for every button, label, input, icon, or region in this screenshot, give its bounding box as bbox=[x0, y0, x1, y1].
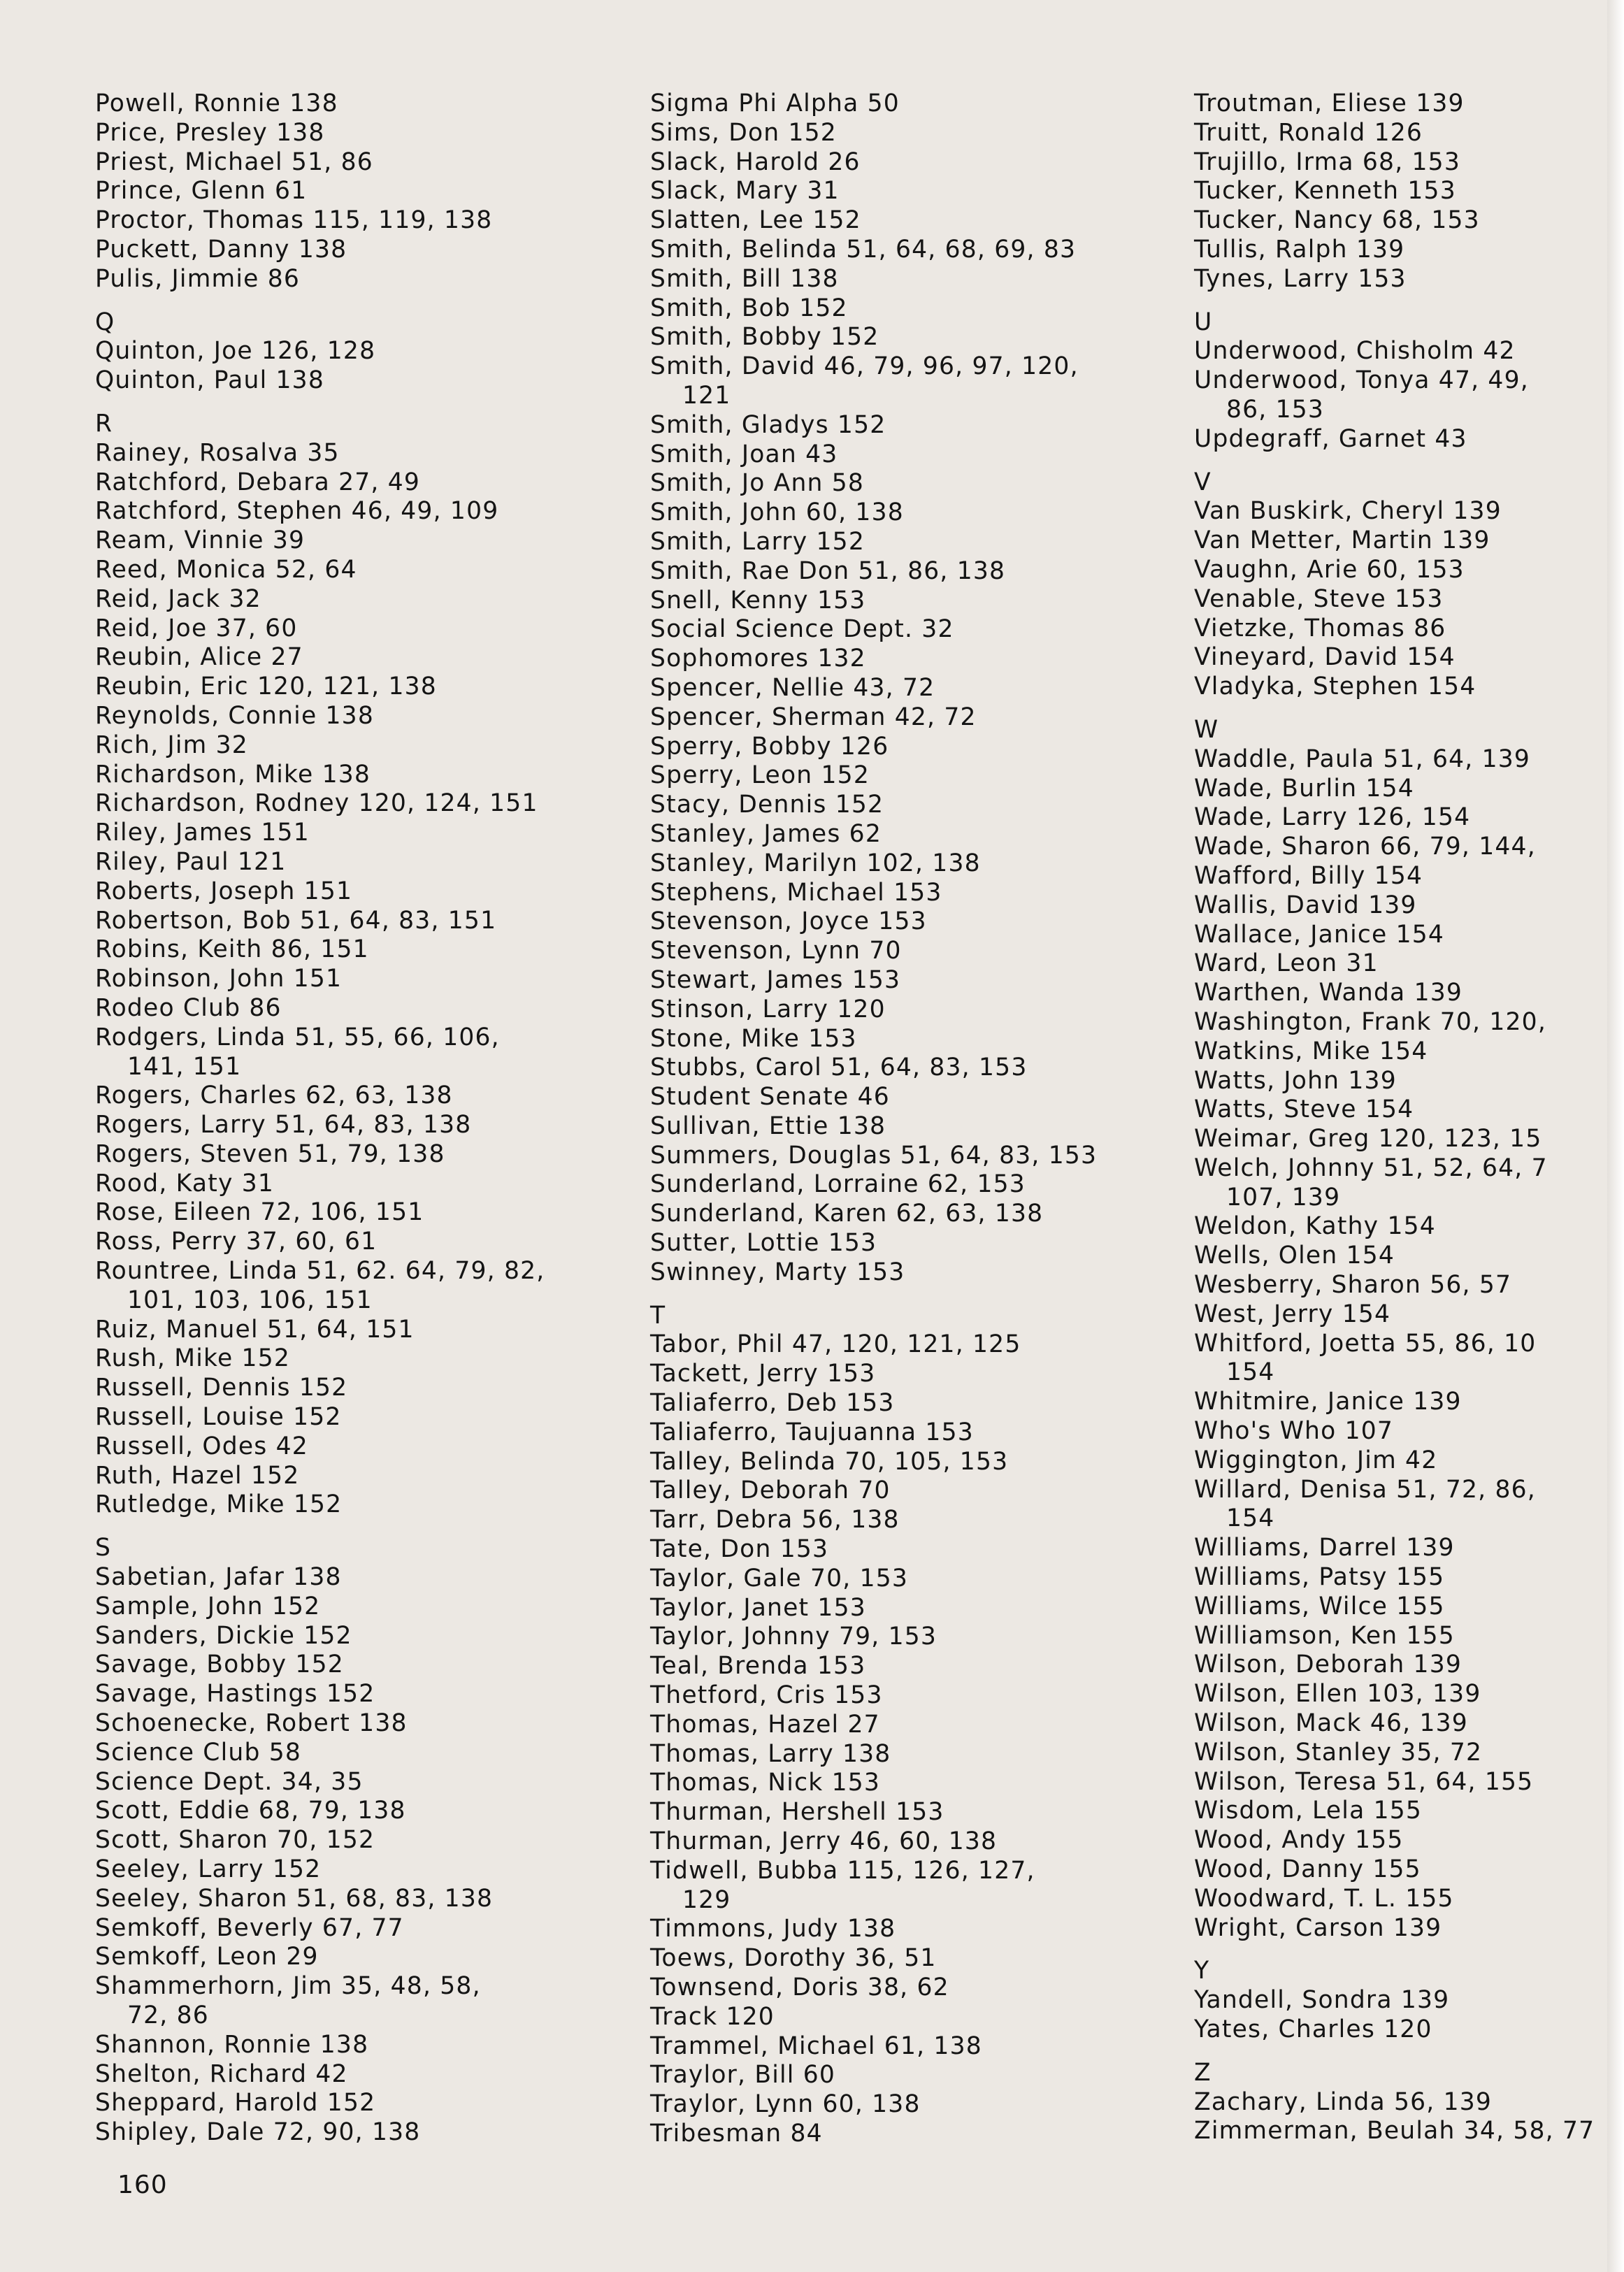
index-entry: Ratchford, Debara 27, 49 bbox=[95, 468, 421, 496]
index-entry: Sanders, Dickie 152 bbox=[95, 1621, 352, 1650]
index-entry: Smith, Bob 152 bbox=[650, 294, 848, 322]
index-entry: Quinton, Paul 138 bbox=[95, 366, 324, 395]
index-column-1 bbox=[95, 89, 626, 2148]
index-entry-continuation: 141, 151 bbox=[127, 1052, 242, 1081]
index-entry: Rogers, Steven 51, 79, 138 bbox=[95, 1139, 445, 1168]
index-entry: Thurman, Hershell 153 bbox=[650, 1798, 944, 1827]
index-entry: Slack, Mary 31 bbox=[650, 177, 840, 206]
index-entry: Savage, Hastings 152 bbox=[95, 1680, 375, 1709]
index-entry: Rush, Mike 152 bbox=[95, 1344, 291, 1373]
index-entry: Swinney, Marty 153 bbox=[650, 1258, 905, 1286]
section-letter: T bbox=[650, 1301, 666, 1330]
index-entry: Smith, Bill 138 bbox=[650, 264, 839, 293]
index-entry: Taylor, Gale 70, 153 bbox=[650, 1564, 909, 1592]
index-entry: Van Buskirk, Cheryl 139 bbox=[1194, 497, 1502, 526]
index-entry: Smith, Rae Don 51, 86, 138 bbox=[650, 556, 1006, 585]
index-entry: Sperry, Leon 152 bbox=[650, 761, 870, 790]
page-edge bbox=[1607, 0, 1624, 2272]
index-entry: Sutter, Lottie 153 bbox=[650, 1229, 877, 1258]
index-entry: Reubin, Eric 120, 121, 138 bbox=[95, 673, 437, 701]
index-entry: Tarr, Debra 56, 138 bbox=[650, 1506, 900, 1534]
index-entry: Vladyka, Stephen 154 bbox=[1194, 673, 1476, 701]
index-entry: Sheppard, Harold 152 bbox=[95, 2089, 376, 2118]
index-entry-continuation: 101, 103, 106, 151 bbox=[127, 1286, 373, 1314]
index-entry: Wells, Olen 154 bbox=[1194, 1242, 1395, 1270]
index-entry: Yates, Charles 120 bbox=[1194, 2015, 1432, 2043]
index-entry: Smith, Jo Ann 58 bbox=[650, 469, 865, 498]
index-entry: Washington, Frank 70, 120, bbox=[1194, 1007, 1546, 1036]
index-entry: Priest, Michael 51, 86 bbox=[95, 148, 373, 176]
index-entry: Yandell, Sondra 139 bbox=[1194, 1986, 1450, 2015]
index-entry-continuation: 154 bbox=[1226, 1358, 1275, 1387]
index-entry: Robinson, John 151 bbox=[95, 965, 343, 993]
index-entry: Truitt, Ronald 126 bbox=[1194, 118, 1423, 147]
index-entry: Wiggington, Jim 42 bbox=[1194, 1446, 1438, 1474]
index-entry: Taliaferro, Deb 153 bbox=[650, 1389, 895, 1418]
section-letter: U bbox=[1194, 308, 1213, 336]
index-entry: West, Jerry 154 bbox=[1194, 1300, 1391, 1328]
index-entry: Rogers, Larry 51, 64, 83, 138 bbox=[95, 1111, 472, 1139]
index-entry: Rood, Katy 31 bbox=[95, 1169, 275, 1198]
index-entry: Taylor, Janet 153 bbox=[650, 1593, 866, 1622]
index-entry: Teal, Brenda 153 bbox=[650, 1652, 866, 1681]
index-entry: Ruiz, Manuel 51, 64, 151 bbox=[95, 1315, 415, 1344]
index-entry: Robins, Keith 86, 151 bbox=[95, 935, 369, 964]
index-entry: Watts, Steve 154 bbox=[1194, 1095, 1414, 1124]
index-entry: Tynes, Larry 153 bbox=[1194, 264, 1407, 293]
index-entry: Rutledge, Mike 152 bbox=[95, 1490, 343, 1519]
index-entry: Tackett, Jerry 153 bbox=[650, 1360, 876, 1388]
index-entry: Wood, Andy 155 bbox=[1194, 1826, 1404, 1855]
index-entry: Student Senate 46 bbox=[650, 1083, 890, 1112]
index-entry: Woodward, T. L. 155 bbox=[1194, 1884, 1454, 1913]
index-entry: Sims, Don 152 bbox=[650, 118, 837, 147]
index-entry: Stevenson, Joyce 153 bbox=[650, 907, 927, 936]
index-entry-continuation: 72, 86 bbox=[127, 2001, 209, 2029]
index-entry: Timmons, Judy 138 bbox=[650, 1915, 896, 1943]
index-entry: Seeley, Larry 152 bbox=[95, 1855, 322, 1884]
index-entry: Van Metter, Martin 139 bbox=[1194, 526, 1490, 555]
index-entry: Smith, David 46, 79, 96, 97, 120, bbox=[650, 352, 1079, 381]
index-entry: Ratchford, Stephen 46, 49, 109 bbox=[95, 497, 499, 526]
index-entry: Trammel, Michael 61, 138 bbox=[650, 2032, 982, 2060]
index-entry: Snell, Kenny 153 bbox=[650, 586, 866, 614]
index-entry: Rose, Eileen 72, 106, 151 bbox=[95, 1198, 424, 1227]
index-entry: Thomas, Nick 153 bbox=[650, 1769, 881, 1797]
index-entry: Wade, Sharon 66, 79, 144, bbox=[1194, 833, 1536, 861]
section-letter: Q bbox=[95, 308, 115, 336]
index-entry: Stacy, Dennis 152 bbox=[650, 791, 884, 819]
index-entry: Reed, Monica 52, 64 bbox=[95, 555, 357, 584]
index-entry: Slatten, Lee 152 bbox=[650, 206, 861, 235]
index-entry: Traylor, Bill 60 bbox=[650, 2061, 836, 2090]
index-entry: Russell, Odes 42 bbox=[95, 1432, 308, 1460]
index-entry: Sigma Phi Alpha 50 bbox=[650, 89, 900, 117]
index-entry: Wallis, David 139 bbox=[1194, 891, 1417, 919]
index-entry: Smith, John 60, 138 bbox=[650, 498, 904, 527]
index-entry: Smith, Larry 152 bbox=[650, 527, 865, 556]
index-entry: Wood, Danny 155 bbox=[1194, 1855, 1421, 1884]
index-entry: Rodgers, Linda 51, 55, 66, 106, bbox=[95, 1023, 500, 1051]
index-entry: Russell, Louise 152 bbox=[95, 1403, 342, 1432]
index-entry: Scott, Sharon 70, 152 bbox=[95, 1826, 375, 1855]
index-entry: Warthen, Wanda 139 bbox=[1194, 979, 1463, 1007]
index-entry: Talley, Deborah 70 bbox=[650, 1476, 891, 1505]
index-entry: Troutman, Eliese 139 bbox=[1194, 89, 1465, 117]
index-entry: Summers, Douglas 51, 64, 83, 153 bbox=[650, 1141, 1098, 1170]
index-entry: Proctor, Thomas 115, 119, 138 bbox=[95, 206, 493, 235]
index-entry: Ream, Vinnie 39 bbox=[95, 526, 306, 555]
index-entry: Shelton, Richard 42 bbox=[95, 2059, 348, 2088]
index-entry: Wesberry, Sharon 56, 57 bbox=[1194, 1271, 1512, 1300]
index-entry: Riley, James 151 bbox=[95, 819, 310, 847]
index-entry: Prince, Glenn 61 bbox=[95, 177, 308, 206]
index-entry-continuation: 129 bbox=[682, 1885, 731, 1914]
index-entry: Wilson, Ellen 103, 139 bbox=[1194, 1680, 1481, 1709]
index-entry: Updegraff, Garnet 43 bbox=[1194, 424, 1467, 453]
index-entry: Reid, Joe 37, 60 bbox=[95, 614, 298, 642]
index-entry: Reubin, Alice 27 bbox=[95, 643, 303, 672]
index-entry: Shipley, Dale 72, 90, 138 bbox=[95, 2118, 421, 2147]
index-entry: Wafford, Billy 154 bbox=[1194, 861, 1423, 890]
index-entry: Thetford, Cris 153 bbox=[650, 1681, 883, 1710]
index-entry: Ross, Perry 37, 60, 61 bbox=[95, 1228, 378, 1256]
index-entry: Ward, Leon 31 bbox=[1194, 949, 1379, 978]
index-entry-continuation: 154 bbox=[1226, 1504, 1275, 1533]
index-entry: Williams, Patsy 155 bbox=[1194, 1563, 1445, 1592]
index-entry: Wilson, Stanley 35, 72 bbox=[1194, 1738, 1483, 1767]
index-entry: Shannon, Ronnie 138 bbox=[95, 2030, 369, 2059]
index-entry: Thomas, Hazel 27 bbox=[650, 1710, 880, 1739]
index-entry: Riley, Paul 121 bbox=[95, 847, 287, 876]
index-entry: Slack, Harold 26 bbox=[650, 148, 861, 176]
index-entry: Puckett, Danny 138 bbox=[95, 235, 347, 264]
index-entry: Rountree, Linda 51, 62. 64, 79, 82, bbox=[95, 1257, 545, 1286]
index-entry: Track 120 bbox=[650, 2002, 775, 2031]
index-entry: Watts, John 139 bbox=[1194, 1066, 1397, 1095]
index-entry: Sunderland, Lorraine 62, 153 bbox=[650, 1170, 1026, 1199]
index-entry: Stewart, James 153 bbox=[650, 965, 901, 994]
index-entry-continuation: 121 bbox=[682, 381, 731, 410]
section-letter: R bbox=[95, 409, 113, 438]
index-entry: Powell, Ronnie 138 bbox=[95, 89, 338, 117]
index-entry: Tidwell, Bubba 115, 126, 127, bbox=[650, 1856, 1035, 1885]
index-entry: Social Science Dept. 32 bbox=[650, 615, 954, 644]
index-entry: Reynolds, Connie 138 bbox=[95, 701, 374, 730]
index-entry: Richardson, Mike 138 bbox=[95, 760, 371, 789]
index-entry: Price, Presley 138 bbox=[95, 118, 325, 147]
index-entry: Smith, Joan 43 bbox=[650, 440, 838, 468]
index-entry: Taliaferro, Taujuanna 153 bbox=[650, 1418, 974, 1446]
index-entry: Townsend, Doris 38, 62 bbox=[650, 1973, 949, 2001]
index-entry: Stubbs, Carol 51, 64, 83, 153 bbox=[650, 1054, 1028, 1082]
index-entry: Underwood, Tonya 47, 49, bbox=[1194, 366, 1529, 395]
index-entry: Underwood, Chisholm 42 bbox=[1194, 337, 1516, 366]
index-entry: Vietzke, Thomas 86 bbox=[1194, 614, 1446, 642]
index-entry: Thurman, Jerry 46, 60, 138 bbox=[650, 1827, 998, 1856]
index-entry: Trujillo, Irma 68, 153 bbox=[1194, 148, 1460, 176]
index-entry: Stanley, Marilyn 102, 138 bbox=[650, 849, 981, 877]
index-entry: Traylor, Lynn 60, 138 bbox=[650, 2090, 921, 2119]
index-entry: Shammerhorn, Jim 35, 48, 58, bbox=[95, 1972, 481, 2001]
index-entry: Venable, Steve 153 bbox=[1194, 584, 1444, 613]
index-entry: Semkoff, Beverly 67, 77 bbox=[95, 1913, 404, 1942]
index-entry: Wilson, Teresa 51, 64, 155 bbox=[1194, 1767, 1534, 1796]
index-entry: Vaughn, Arie 60, 153 bbox=[1194, 555, 1465, 584]
index-entry: Weldon, Kathy 154 bbox=[1194, 1212, 1436, 1241]
index-entry: Tucker, Kenneth 153 bbox=[1194, 177, 1456, 206]
index-entry: Welch, Johnny 51, 52, 64, 7 bbox=[1194, 1153, 1548, 1182]
index-entry: Schoenecke, Robert 138 bbox=[95, 1709, 408, 1738]
index-entry: Tabor, Phil 47, 120, 121, 125 bbox=[650, 1330, 1021, 1359]
index-entry: Whitmire, Janice 139 bbox=[1194, 1388, 1462, 1416]
index-entry: Roberts, Joseph 151 bbox=[95, 877, 353, 905]
index-entry-continuation: 86, 153 bbox=[1226, 395, 1325, 424]
index-entry: Quinton, Joe 126, 128 bbox=[95, 337, 376, 366]
index-entry: Rainey, Rosalva 35 bbox=[95, 438, 340, 467]
index-entry: Sample, John 152 bbox=[95, 1592, 321, 1620]
index-entry: Vineyard, David 154 bbox=[1194, 643, 1456, 672]
index-entry: Who's Who 107 bbox=[1194, 1417, 1394, 1446]
index-column-2 bbox=[650, 89, 1154, 2149]
index-entry: Stone, Mike 153 bbox=[650, 1024, 857, 1053]
index-entry: Stanley, James 62 bbox=[650, 819, 882, 848]
index-entry: Stevenson, Lynn 70 bbox=[650, 937, 902, 965]
index-entry: Sabetian, Jafar 138 bbox=[95, 1563, 342, 1592]
index-entry: Williamson, Ken 155 bbox=[1194, 1621, 1455, 1650]
index-entry: Sophomores 132 bbox=[650, 645, 866, 673]
index-entry: Wade, Larry 126, 154 bbox=[1194, 803, 1471, 832]
section-letter: W bbox=[1194, 715, 1219, 744]
index-entry: Smith, Gladys 152 bbox=[650, 410, 886, 439]
index-entry: Smith, Belinda 51, 64, 68, 69, 83 bbox=[650, 235, 1077, 264]
index-entry: Rogers, Charles 62, 63, 138 bbox=[95, 1081, 453, 1110]
index-entry: Rodeo Club 86 bbox=[95, 993, 282, 1022]
index-entry: Williams, Wilce 155 bbox=[1194, 1592, 1445, 1620]
index-entry: Tucker, Nancy 68, 153 bbox=[1194, 206, 1480, 235]
index-entry: Tribesman 84 bbox=[650, 2119, 823, 2148]
index-entry: Smith, Bobby 152 bbox=[650, 323, 879, 352]
page-number: 160 bbox=[117, 2171, 168, 2199]
index-column-3 bbox=[1194, 89, 1614, 2146]
index-entry: Whitford, Joetta 55, 86, 10 bbox=[1194, 1329, 1537, 1358]
index-entry: Robertson, Bob 51, 64, 83, 151 bbox=[95, 906, 497, 935]
index-entry: Spencer, Sherman 42, 72 bbox=[650, 703, 977, 731]
index-entry: Wright, Carson 139 bbox=[1194, 1913, 1442, 1942]
section-letter: V bbox=[1194, 468, 1212, 496]
index-entry: Spencer, Nellie 43, 72 bbox=[650, 673, 935, 702]
index-entry: Talley, Belinda 70, 105, 153 bbox=[650, 1447, 1009, 1476]
index-entry: Toews, Dorothy 36, 51 bbox=[650, 1944, 937, 1973]
index-entry-continuation: 107, 139 bbox=[1226, 1183, 1341, 1212]
index-entry: Stephens, Michael 153 bbox=[650, 878, 942, 907]
index-entry: Watkins, Mike 154 bbox=[1194, 1037, 1428, 1065]
index-entry: Willard, Denisa 51, 72, 86, bbox=[1194, 1475, 1536, 1504]
index-entry: Science Dept. 34, 35 bbox=[95, 1767, 364, 1796]
section-letter: S bbox=[95, 1534, 112, 1562]
index-entry: Weimar, Greg 120, 123, 15 bbox=[1194, 1125, 1542, 1153]
index-entry: Pulis, Jimmie 86 bbox=[95, 264, 300, 293]
index-entry: Waddle, Paula 51, 64, 139 bbox=[1194, 745, 1531, 773]
index-entry: Wisdom, Lela 155 bbox=[1194, 1797, 1423, 1825]
index-entry: Richardson, Rodney 120, 124, 151 bbox=[95, 789, 538, 818]
index-entry: Rich, Jim 32 bbox=[95, 731, 248, 759]
index-entry: Tate, Don 153 bbox=[650, 1535, 829, 1564]
index-entry: Wilson, Deborah 139 bbox=[1194, 1651, 1463, 1679]
index-entry: Wilson, Mack 46, 139 bbox=[1194, 1709, 1468, 1738]
index-entry: Sperry, Bobby 126 bbox=[650, 732, 889, 761]
index-entry: Sullivan, Ettie 138 bbox=[650, 1112, 886, 1140]
index-entry: Zachary, Linda 56, 139 bbox=[1194, 2087, 1493, 2116]
index-entry: Semkoff, Leon 29 bbox=[95, 1943, 319, 1971]
index-entry: Seeley, Sharon 51, 68, 83, 138 bbox=[95, 1884, 494, 1913]
index-entry: Wallace, Janice 154 bbox=[1194, 920, 1445, 949]
index-entry: Taylor, Johnny 79, 153 bbox=[650, 1623, 937, 1651]
index-entry: Savage, Bobby 152 bbox=[95, 1651, 344, 1679]
index-entry: Tullis, Ralph 139 bbox=[1194, 235, 1405, 264]
index-entry: Ruth, Hazel 152 bbox=[95, 1461, 300, 1490]
section-letter: Z bbox=[1194, 2058, 1212, 2087]
index-entry: Thomas, Larry 138 bbox=[650, 1739, 891, 1768]
section-letter: Y bbox=[1194, 1957, 1210, 1985]
index-entry: Wade, Burlin 154 bbox=[1194, 774, 1414, 803]
index-entry: Williams, Darrel 139 bbox=[1194, 1534, 1455, 1562]
index-entry: Science Club 58 bbox=[95, 1738, 302, 1767]
index-entry: Zimmerman, Beulah 34, 58, 77 bbox=[1194, 2117, 1595, 2145]
index-entry: Scott, Eddie 68, 79, 138 bbox=[95, 1797, 406, 1825]
index-entry: Russell, Dennis 152 bbox=[95, 1374, 348, 1402]
index-entry: Stinson, Larry 120 bbox=[650, 995, 886, 1023]
index-entry: Reid, Jack 32 bbox=[95, 584, 261, 613]
index-entry: Sunderland, Karen 62, 63, 138 bbox=[650, 1200, 1044, 1228]
